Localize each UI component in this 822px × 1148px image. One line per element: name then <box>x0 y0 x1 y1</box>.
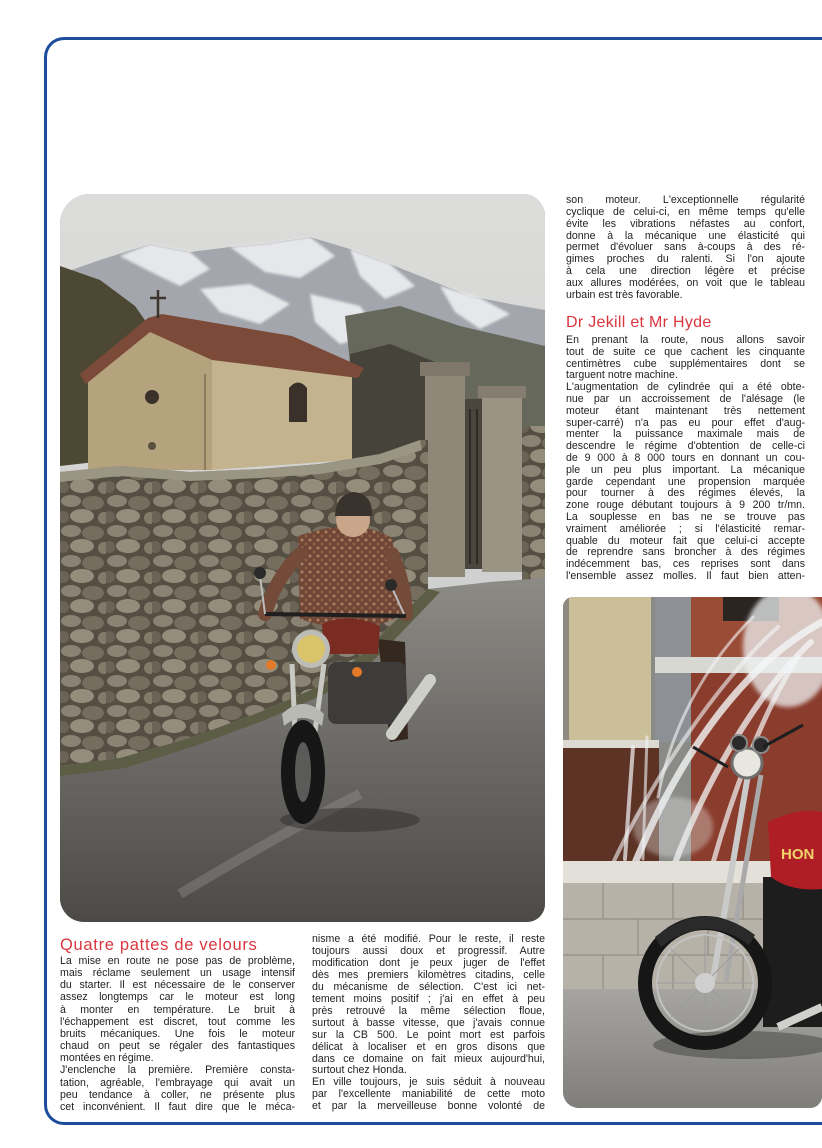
text-line: L'augmentation de cylindrée qui a été obte- <box>566 381 805 394</box>
lower-ledge <box>563 740 659 748</box>
text-line: du mécanisme de sélection. C'est ici net- <box>312 980 545 993</box>
text-line: nue par un accroissement de l'alésage (le <box>566 392 805 405</box>
text-line: J'enclenche la première. Première consta- <box>60 1064 295 1077</box>
text-line: montées en régime. <box>60 1052 154 1065</box>
text-line: assez longtemps car le moteur est long <box>60 991 295 1004</box>
paragraph <box>60 955 295 1064</box>
text-line: descendre le régime d'obtention de celle-ci <box>566 440 805 453</box>
tank-lettering: HON <box>781 846 815 863</box>
paragraph <box>566 335 805 382</box>
paragraph <box>60 1064 295 1113</box>
middle-column-body <box>312 934 545 1113</box>
text-line: mais réclame seulement un usage intensif <box>60 967 295 980</box>
text-line: dès mes premiers kilomètres citadins, celle <box>312 968 545 981</box>
text-line: surtout chez Honda. <box>312 1064 407 1077</box>
rider-photo <box>60 194 545 922</box>
text-line: chaud on peut se régaler des fantastiques <box>60 1040 295 1053</box>
text-line: quable du moteur fait que celui-ci accepte <box>566 534 805 547</box>
text-line: vraiment améliorée ; si l'élasticité remar- <box>566 522 805 535</box>
text-line: à monter en température. Le bruit à <box>60 1003 295 1016</box>
text-line: près retrouvé la même sélection floue, <box>312 1004 545 1017</box>
right-wall-segment <box>522 426 545 586</box>
paragraph <box>312 1077 545 1113</box>
right-column-intro <box>566 195 805 302</box>
text-line: En ville toujours, je suis séduit à nouveau <box>312 1076 545 1089</box>
text-line: cet inconvénient. Il faut dire que le méca- <box>60 1100 295 1113</box>
text-line: garde cependant une propension marquée <box>566 475 805 488</box>
text-line: de reprendre sans broncher à des régimes <box>566 546 805 559</box>
text-line: indécemment bas, ces reprises sont dans <box>566 558 805 571</box>
text-line: super-carré) n'a pas eu pour effet d'aug- <box>566 416 805 429</box>
right-column-body <box>566 335 805 583</box>
text-line: nisme a été modifié. Pour le reste, il reste <box>312 933 545 945</box>
text-line: ple un peu plus important. La mécanique <box>566 463 805 476</box>
text-line: son moteur. L'exceptionnelle régularité <box>566 194 805 206</box>
paragraph <box>566 382 805 583</box>
text-line: permet d'évoluer sans à-coups à des ré- <box>566 241 805 254</box>
text-line: du starter. Il est nécessaire de le conserver <box>60 979 295 992</box>
fountain-photo <box>563 597 822 1108</box>
text-line: peu tendance à coller, ne présente plus <box>60 1088 295 1101</box>
text-line: tation, agréable, l'embrayage qui avait un <box>60 1076 295 1089</box>
text-line: donne à la mécanique une élasticité qui <box>566 229 805 242</box>
text-line: La souplesse en bas ne se trouve pas <box>566 510 805 523</box>
rider-photo-scene <box>60 194 545 922</box>
text-line: tout de suite ce que cachent les cinquante <box>566 345 805 358</box>
text-line: sur la CB 500. Le point mort est parfois <box>312 1028 545 1041</box>
section-heading-quatre-pattes: Quatre pattes de velours <box>60 936 258 954</box>
text-line: de 9 000 à 8 000 tours en donnant un cou- <box>566 451 805 464</box>
text-line: et par la merveilleuse bonne volonté de <box>312 1100 545 1113</box>
text-line: bruits mécaniques. Une fois le moteur <box>60 1027 295 1040</box>
text-line: targuent notre machine. <box>566 369 678 382</box>
left-column-body <box>60 955 295 1113</box>
text-line: délicat à localiser et en gros disons que <box>312 1040 545 1053</box>
paragraph <box>312 934 545 1077</box>
fountain-photo-scene <box>563 597 822 1108</box>
text-line: toujours aussi doux et progressif. Autre <box>312 944 545 957</box>
text-line: zone rouge débutant toujours à 9 200 tr/mn. <box>566 499 805 512</box>
text-line: modification dont je peux juger de l'effet <box>312 956 545 969</box>
text-line: moteur étant maintenant très nettement <box>566 404 805 417</box>
wall-edge <box>563 597 569 740</box>
text-line: pour tourner à des régimes élevés, la <box>566 487 805 500</box>
text-line: l'échappement est discret, tout comme les <box>60 1015 295 1028</box>
section-heading-dr-jekill: Dr Jekill et Mr Hyde <box>566 314 712 331</box>
beige-wall <box>563 597 651 740</box>
text-line: cyclique de celui-ci, en même temps qu'elle <box>566 205 805 218</box>
text-line: menter la puissance maximale mais de <box>566 428 805 441</box>
text-line: évite les vibrations néfastes au confort, <box>566 217 805 230</box>
text-line: l'ensemble assez molles. Il faut bien atten- <box>566 569 805 582</box>
text-line: centimètres cube supplémentaires dont se <box>566 357 805 370</box>
text-line: à cela une direction légère et précise <box>566 265 805 278</box>
text-line: En prenant la route, nous allons savoir <box>566 334 805 346</box>
text-line: gimes proches du ralenti. Si l'on ajoute <box>566 253 805 266</box>
text-line: tement moins positif ; j'ai en effet à peu <box>312 992 545 1005</box>
text-line: par l'excellente maniabilité de cette moto <box>312 1088 545 1101</box>
text-line: urbain est très favorable. <box>566 288 683 301</box>
text-line: aux allures modérées, on voit que le tableau <box>566 276 805 289</box>
text-line: surtout à basse vitesse, que j'avais connue <box>312 1016 545 1029</box>
text-line: La mise en route ne pose pas de problème, <box>60 955 295 967</box>
text-line: dans ce domaine on fait mieux aujourd'hui, <box>312 1052 545 1065</box>
